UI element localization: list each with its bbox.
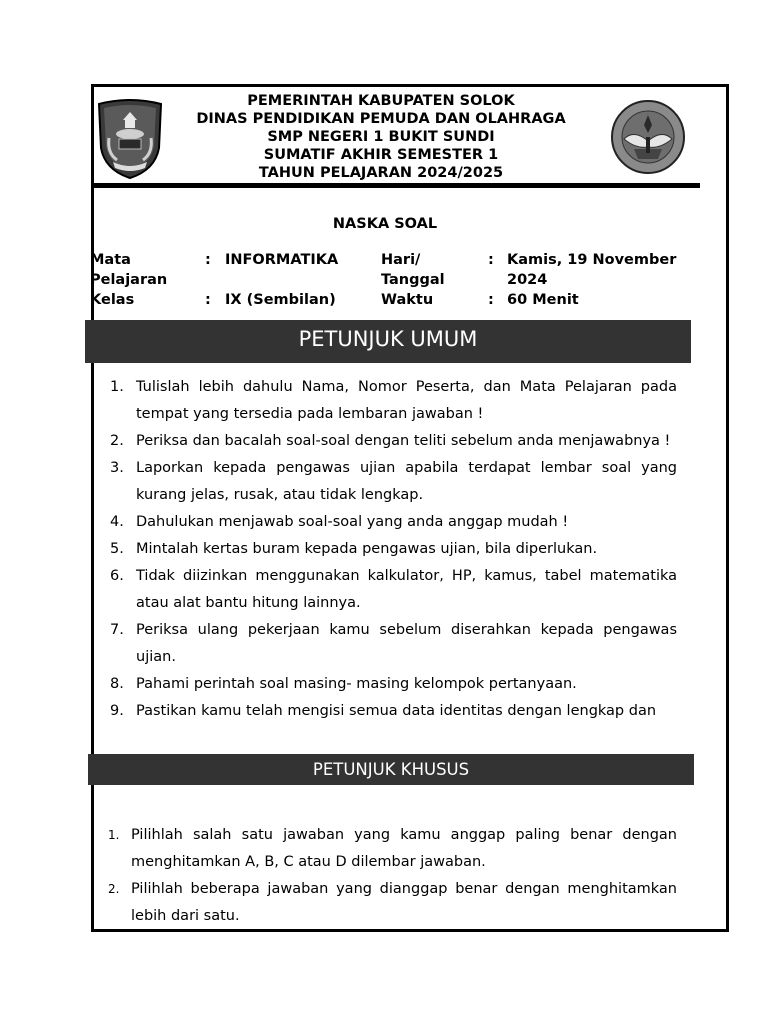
- class-value: IX (Sembilan): [225, 292, 336, 308]
- list-item: 3. Laporkan kepada pengawas ujian apabila terdapat lembar soal yang kurang jelas, rusak, atau tidak lengkap.: [110, 460, 677, 503]
- list-item: 2. Periksa dan bacalah soal-soal dengan teliti sebelum anda menjawabnya !: [110, 433, 671, 449]
- petunjuk-khusus-list: [105, 822, 677, 930]
- list-item: 8. Pahami perintah soal masing- masing kelompok pertanyaan.: [110, 676, 577, 692]
- class-label: Kelas: [90, 292, 135, 308]
- day-colon: :: [488, 252, 494, 268]
- list-item: 5. Mintalah kertas buram kepada pengawas ujian, bila diperlukan.: [110, 541, 598, 557]
- class-colon: :: [205, 292, 211, 308]
- time-colon: :: [488, 292, 494, 308]
- header-department: DINAS PENDIDIKAN PEMUDA DAN OLAHRAGA: [196, 111, 566, 127]
- petunjuk-umum-banner: PETUNJUK UMUM: [85, 320, 691, 363]
- list-item: 2. Pilihlah beberapa jawaban yang dianggap benar dengan menghitamkan lebih dari satu.: [108, 881, 677, 924]
- header-school: SMP NEGERI 1 BUKIT SUNDI: [267, 129, 495, 145]
- header-year: TAHUN PELAJARAN 2024/2025: [258, 165, 504, 181]
- list-item: 9. Pastikan kamu telah mengisi semua data identitas dengan lengkap dan: [110, 703, 657, 719]
- solok-regency-emblem: [95, 98, 165, 180]
- header-exam: SUMATIF AKHIR SEMESTER 1: [263, 147, 499, 163]
- list-item: 7. Periksa ulang pekerjaan kamu sebelum diserahkan kepada pengawas ujian.: [110, 622, 677, 665]
- header-divider: [93, 183, 700, 188]
- petunjuk-umum-list: [110, 374, 677, 725]
- time-label: Waktu: [381, 292, 434, 308]
- doc-title: NASKA SOAL: [332, 216, 438, 232]
- subject-value: INFORMATIKA: [225, 252, 339, 268]
- list-item: 1. Tulislah lebih dahulu Nama, Nomor Peserta, dan Mata Pelajaran pada tempat yang tersedia pada lembaran jawaban !: [110, 379, 677, 422]
- subject-label: Mata Pelajaran: [90, 252, 168, 288]
- school-header: [170, 92, 592, 182]
- header-government: PEMERINTAH KABUPATEN SOLOK: [247, 93, 515, 109]
- day-value: Kamis, 19 November 2024: [507, 252, 677, 288]
- list-item: 4. Dahulukan menjawab soal-soal yang anda anggap mudah !: [110, 514, 569, 530]
- list-item: 6. Tidak diizinkan menggunakan kalkulator, HP, kamus, tabel matematika atau alat bantu hitung lainnya.: [110, 568, 677, 611]
- list-item: 1. Pilihlah salah satu jawaban yang kamu anggap paling benar dengan menghitamkan A, B, C atau D dilembar jawaban.: [108, 827, 677, 870]
- subject-colon: :: [205, 252, 211, 268]
- tut-wuri-handayani-emblem: [610, 99, 686, 175]
- petunjuk-khusus-banner: PETUNJUK KHUSUS: [88, 754, 694, 785]
- day-label: Hari/ Tanggal: [381, 252, 445, 288]
- time-value: 60 Menit: [507, 292, 579, 308]
